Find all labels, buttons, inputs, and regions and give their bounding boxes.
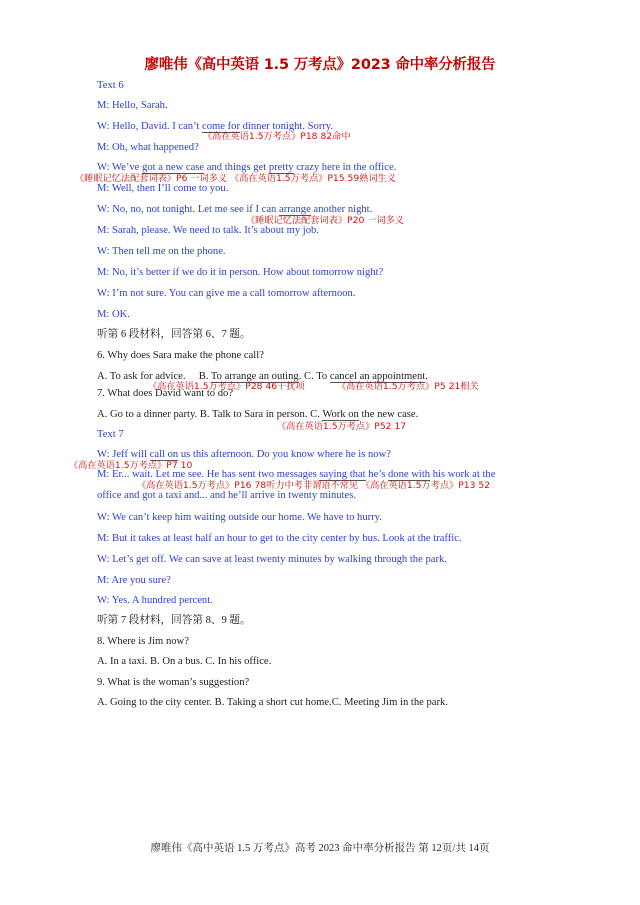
annotation: 《高在英语1.5万考点》P52 17 <box>277 421 407 432</box>
underlined-phrase: call on <box>149 449 179 460</box>
annotation: 《高在英语1.5万考点》P7 10 <box>69 460 193 471</box>
question-6: 6. Why does Sara make the phone call? <box>97 350 264 361</box>
dialogue-line: office and got a taxi and... and he’ll arrive in twenty minutes. <box>97 490 356 501</box>
dialogue-line: W: Then tell me on the phone. <box>97 246 226 257</box>
dialogue-line: W: No, no, not tonight. Let me see if I can arrange another night. <box>97 204 373 215</box>
dialogue-line: W: I’m not sure. You can give me a call tomorrow afternoon. <box>97 288 356 299</box>
dialogue-line: M: Sarah, please. We need to talk. It’s about my job. <box>97 225 319 236</box>
dialogue-line: M: OK. <box>97 309 130 320</box>
question-9: 9. What is the woman’s suggestion? <box>97 677 250 688</box>
annotation: 《睡眠记忆法配套词表》P20 一词多义 <box>246 215 404 226</box>
underlined-phrase: got a new case <box>142 162 205 173</box>
dialogue-line: M: Er... wait. Let me see. He has sent two messages saying that he’s done with his work at the <box>97 469 496 480</box>
underlined-phrase: done with <box>388 469 431 480</box>
dialogue-line: W: Jeff will call on us this afternoon. Do you know where he is now? <box>97 449 391 460</box>
underlined-phrase: pretty <box>268 162 294 173</box>
section-intro: 听第 7 段材料，回答第 8、9 题。 <box>97 615 251 626</box>
dialogue-line: M: Hello, Sarah. <box>97 100 168 111</box>
page-footer: 廖唯伟《高中英语 1.5 万考点》高考 2023 命中率分析报告 第 12页/共 14页 <box>150 843 490 854</box>
dialogue-line: M: Oh, what happened? <box>97 142 199 153</box>
annotation: 《高在英语1.5万考点》P5 21相关 <box>337 381 479 392</box>
question-8-options: A. In a taxi. B. On a bus. C. In his office. <box>97 656 272 667</box>
annotation: 《高在英语1.5万考点》P16 78听力中考非谓语不常见 《高在英语1.5万考点》P13 52 <box>137 480 491 491</box>
dialogue-line: M: No, it’s better if we do it in person. How about tomorrow night? <box>97 267 384 278</box>
question-7-options: A. Go to a dinner party. B. Talk to Sara in person. C. Work on the new case. <box>97 409 419 420</box>
question-9-options: A. Going to the city center. B. Taking a short cut home.C. Meeting Jim in the park. <box>97 697 448 708</box>
underlined-phrase: To arrange an outing <box>210 371 299 382</box>
dialogue-line: M: Well, then I’ll come to you. <box>97 183 229 194</box>
underlined-phrase: come for <box>202 121 240 132</box>
page-title: 廖唯伟《高中英语 1.5 万考点》2023 命中率分析报告 <box>144 57 496 73</box>
dialogue-line: W: Yes. A hundred percent. <box>97 595 213 606</box>
underlined-phrase: arrange <box>279 204 311 215</box>
question-8: 8. Where is Jim now? <box>97 636 189 647</box>
text7-label: Text 7 <box>97 429 124 440</box>
annotation: 《高在英语1.5万考点》P18 82命中 <box>203 131 351 142</box>
dialogue-line: W: Let’s get off. We can save at least twenty minutes by walking through the park. <box>97 554 447 565</box>
section-intro: 听第 6 段材料，回答第 6、7 题。 <box>97 329 251 340</box>
dialogue-line: W: We can’t keep him waiting outside our home. We have to hurry. <box>97 512 382 523</box>
dialogue-line: W: We’ve got a new case and things get pretty crazy here in the office. <box>97 162 397 173</box>
underlined-phrase: cancel an appointment <box>329 371 426 382</box>
underlined-phrase: Work on <box>322 409 359 420</box>
dialogue-line: M: Are you sure? <box>97 575 171 586</box>
dialogue-line: W: Hello, David. I can’t come for dinner tonight. Sorry. <box>97 121 334 132</box>
underlined-phrase: saying that <box>319 469 366 480</box>
dialogue-line: M: But it takes at least half an hour to get to the city center by bus. Look at the traffic. <box>97 533 462 544</box>
question-7: 7. What does David want to do? <box>97 388 234 399</box>
annotation: 《睡眠记忆法配套词表》P6 一词多义 《高在英语1.5万考点》P15 59熟词生义 <box>75 173 396 184</box>
question-6-options: A. To ask for advice. B. To arrange an outing. C. To cancel an appointment. <box>97 371 428 382</box>
annotation: 《高在英语1.5万考点》P28 46干扰项 <box>148 381 305 392</box>
text6-label: Text 6 <box>97 80 124 91</box>
